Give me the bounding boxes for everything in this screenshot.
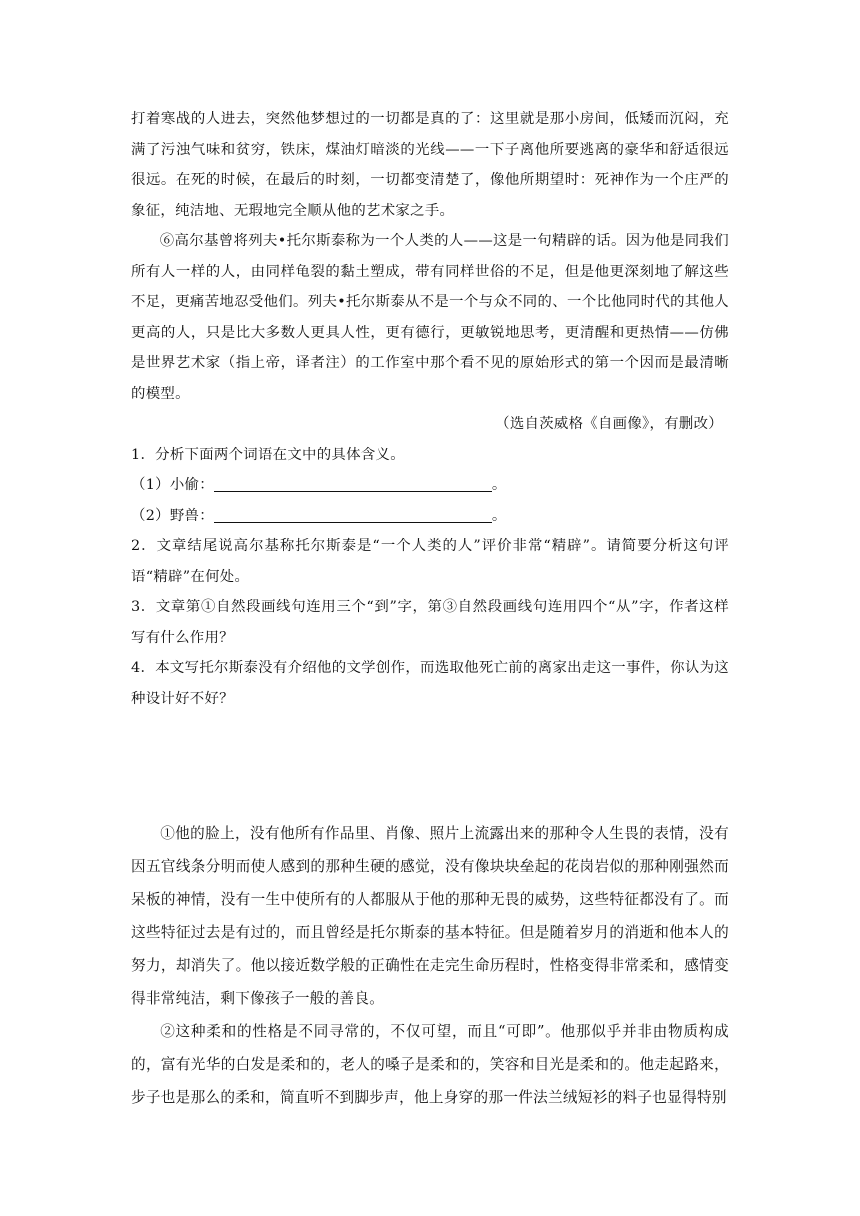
question-1-2-label: （2）野兽： [131, 507, 214, 524]
question-3: 3．文章第①自然段画线句连用三个“到”字，第③自然段画线句连用四个“从”字，作者这样写有什么作用？ [131, 599, 729, 646]
passage-top [131, 104, 729, 714]
source-citation: （选自茨威格《自画像》，有删改） [495, 416, 723, 432]
question-1: 1．分析下面两个词语在文中的具体含义。 [131, 446, 405, 463]
period-2: 。 [491, 507, 507, 524]
question-1-2 [131, 501, 729, 532]
question-4: 4．本文写托尔斯泰没有介绍他的文学创作，而选取他死亡前的离家出走这一事件，你认为这种设计好不好？ [131, 660, 729, 707]
question-2: 2．文章结尾说高尔基称托尔斯泰是“一个人类的人”评价非常“精辟”。请简要分析这句评语“精辟”在何处。 [131, 538, 729, 585]
question-1-1 [131, 470, 729, 501]
passage-bottom [131, 817, 729, 1114]
question-1-1-label: （1）小偷： [131, 477, 214, 493]
paragraph-continued: 打着寒战的人进去，突然他梦想过的一切都是真的了：这里就是那小房间，低矮而沉闷，充满了污浊气味和贫穷，铁床，煤油灯暗淡的光线——一下子离他所要逃离的豪华和舒适很远很远。在死的时候，在最后的时刻，一切都变清楚了，像他所期望时：死神作为一个庄严的象征，纯洁地、无瑕地完全顺从他的艺术家之手。 [131, 111, 729, 219]
answer-blank-1[interactable] [214, 477, 492, 492]
paragraph-6: ⑥高尔基曾将列夫•托尔斯泰称为一个人类的人——这是一句精辟的话。因为他是同我们所有人一样的人，由同样龟裂的黏土塑成，带有同样世俗的不足，但是他更深刻地了解这些不足，更痛苦地忍受他们。列夫•托尔斯泰从不是一个与众不同的、一个比他同时代的其他人更高的人，只是比大多数人更具人性，更有德行，更敏锐地思考，更清醒和更热情——仿佛是世界艺术家（指上帝，译者注）的工作室中那个看不见的原始形式的第一个因而是最清晰的模型。 [131, 233, 729, 402]
answer-blank-2[interactable] [214, 508, 492, 523]
paragraph-1: ①他的脸上，没有他所有作品里、肖像、照片上流露出来的那种令人生畏的表情，没有因五官线条分明而使人感到的那种生硬的感觉，没有像块块垒起的花岗岩似的那种刚强然而呆板的神情，没有一生中使所有的人都服从于他的那种无畏的威势，这些特征都没有了。而这些特征过去是有过的，而且曾经是托尔斯泰的基本特征。但是随着岁月的消逝和他本人的努力，却消失了。他以接近数学般的正确性在走完生命历程时，性格变得非常柔和，感情变得非常纯洁，剩下像孩子一般的善良。 [131, 825, 729, 1007]
paragraph-2: ②这种柔和的性格是不同寻常的，不仅可望，而且“可即”。他那似乎并非由物质构成的，富有光华的白发是柔和的，老人的嗓子是柔和的，笑容和目光是柔和的。他走起路来，步子也是那么的柔和，简直听不到脚步声，他上身穿的那一件法兰绒短衫的料子也显得特别 [131, 1023, 729, 1106]
period-1: 。 [491, 477, 507, 493]
